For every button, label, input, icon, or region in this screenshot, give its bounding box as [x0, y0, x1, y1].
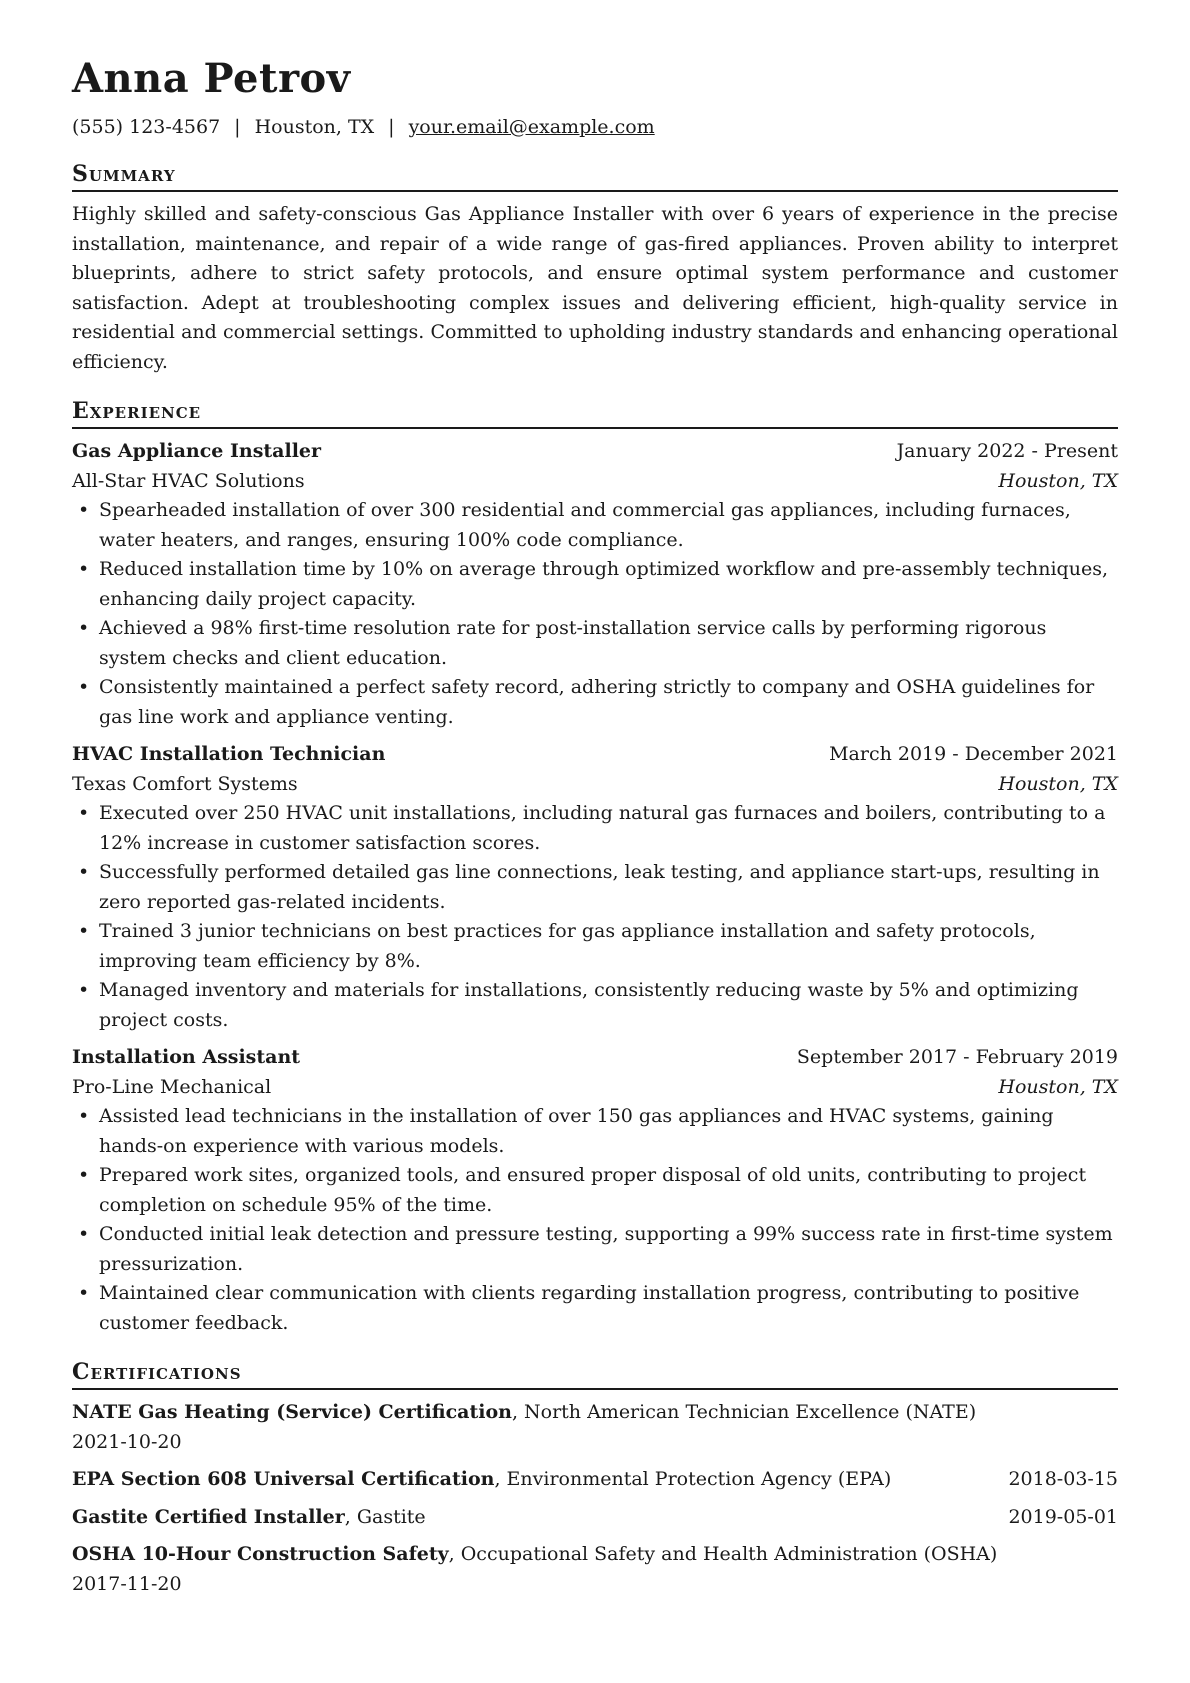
separator: | — [388, 116, 395, 138]
bullet-text: Spearheaded installation of over 300 residential and commercial gas appliances, including furnaces, water heaters, and ranges, ensuring 100% code compliance. — [99, 499, 1071, 551]
job-entry — [72, 740, 1118, 1035]
certification-entry — [72, 1465, 1118, 1495]
bullet-icon: • — [78, 861, 90, 883]
bullet-item — [72, 799, 1118, 858]
contact-line — [72, 114, 1118, 140]
certification-entry — [72, 1503, 1118, 1533]
phone-number: (555) 123-4567 — [72, 116, 221, 138]
certification-date: 2021-10-20 — [72, 1430, 182, 1453]
job-dates: January 2022 - Present — [896, 440, 1118, 462]
certification-issuer: , Environmental Protection Agency (EPA) — [494, 1468, 892, 1490]
bullet-icon: • — [78, 802, 90, 824]
bullet-text: Assisted lead technicians in the installation of over 150 gas appliances and HVAC systems, gaining hands-on experience with various models. — [99, 1105, 1054, 1157]
job-bullets — [72, 496, 1118, 732]
job-location: Houston, TX — [998, 772, 1118, 795]
bullet-icon: • — [78, 920, 90, 942]
certification-issuer: , North American Technician Excellence (NATE) — [511, 1401, 977, 1423]
bullet-text: Successfully performed detailed gas line connections, leak testing, and appliance start-ups, resulting in zero reported gas-related incidents. — [99, 861, 1100, 913]
bullet-item — [72, 673, 1118, 732]
bullet-item — [72, 917, 1118, 976]
certifications-heading: Certifications — [72, 1358, 1118, 1390]
job-title: Installation Assistant — [72, 1046, 301, 1068]
certification-entry — [72, 1540, 1118, 1599]
job-entry — [72, 1043, 1118, 1338]
job-title: HVAC Installation Technician — [72, 743, 386, 765]
bullet-item — [72, 1220, 1118, 1279]
bullet-icon: • — [78, 676, 90, 698]
certification-issuer: , Gastite — [344, 1505, 426, 1528]
bullet-text: Maintained clear communication with clients regarding installation progress, contributing to positive customer feedback. — [99, 1282, 1080, 1334]
bullet-item — [72, 976, 1118, 1035]
job-location: Houston, TX — [998, 469, 1118, 492]
company-name: All-Star HVAC Solutions — [72, 469, 305, 492]
bullet-item — [72, 858, 1118, 917]
bullet-icon: • — [78, 1164, 90, 1186]
bullet-icon: • — [78, 1223, 90, 1245]
job-bullets — [72, 1102, 1118, 1338]
bullet-text: Executed over 250 HVAC unit installations, including natural gas furnaces and boilers, contributing to a 12% increase in customer satisfaction scores. — [99, 802, 1106, 854]
summary-text: Highly skilled and safety-conscious Gas Appliance Installer with over 6 years of experience in the precise installation, maintenance, and repair of a wide range of gas-fired appliances. Proven ability to interpret blueprints, adhere to strict safety protocols, and ensure optimal system performance and customer satisfaction. Adept at troubleshooting complex issues and delivering efficient, high-quality service in residential and commercial settings. Committed to upholding industry standards and enhancing operational efficiency. — [72, 203, 1118, 373]
job-bullets — [72, 799, 1118, 1035]
experience-heading: Experience — [72, 397, 1118, 429]
bullet-item — [72, 614, 1118, 673]
bullet-icon: • — [78, 558, 90, 580]
email-link[interactable]: your.email@example.com — [408, 116, 655, 138]
bullet-item — [72, 1102, 1118, 1161]
summary-heading: Summary — [72, 160, 1118, 192]
location: Houston, TX — [254, 116, 375, 138]
bullet-item — [72, 1161, 1118, 1220]
bullet-item — [72, 1279, 1118, 1338]
job-location: Houston, TX — [998, 1075, 1118, 1098]
bullet-icon: • — [78, 499, 90, 521]
job-dates: March 2019 - December 2021 — [829, 743, 1118, 765]
bullet-icon: • — [78, 979, 90, 1001]
separator: | — [234, 116, 241, 138]
bullet-item — [72, 555, 1118, 614]
certification-issuer: , Occupational Safety and Health Administration (OSHA) — [448, 1543, 998, 1565]
certification-name: EPA Section 608 Universal Certification — [72, 1468, 495, 1490]
bullet-text: Consistently maintained a perfect safety record, adhering strictly to company and OSHA guidelines for gas line work and appliance venting. — [99, 676, 1095, 728]
certification-entry — [72, 1398, 1118, 1457]
bullet-icon: • — [78, 1105, 90, 1127]
company-name: Pro-Line Mechanical — [72, 1075, 272, 1098]
bullet-item — [72, 496, 1118, 555]
certification-name: Gastite Certified Installer — [72, 1505, 345, 1528]
certification-name: NATE Gas Heating (Service) Certification — [72, 1401, 512, 1423]
job-title: Gas Appliance Installer — [72, 440, 322, 462]
job-entry — [72, 437, 1118, 732]
company-name: Texas Comfort Systems — [72, 772, 298, 795]
bullet-text: Prepared work sites, organized tools, and ensured proper disposal of old units, contributing to project completion on schedule 95% of the time. — [99, 1164, 1087, 1216]
certification-date: 2019-05-01 — [1008, 1505, 1118, 1528]
bullet-icon: • — [78, 1282, 90, 1304]
certification-name: OSHA 10-Hour Construction Safety — [72, 1543, 449, 1565]
bullet-text: Trained 3 junior technicians on best practices for gas appliance installation and safety protocols, improving team efficiency by 8%. — [99, 920, 1036, 972]
bullet-icon: • — [78, 617, 90, 639]
bullet-text: Conducted initial leak detection and pressure testing, supporting a 99% success rate in first-time system pressurization. — [99, 1223, 1113, 1275]
certification-date: 2017-11-20 — [72, 1572, 182, 1595]
job-dates: September 2017 - February 2019 — [796, 1046, 1118, 1068]
bullet-text: Achieved a 98% first-time resolution rate for post-installation service calls by performing rigorous system checks and client education. — [99, 617, 1047, 669]
certification-date: 2018-03-15 — [1008, 1468, 1118, 1490]
candidate-name: Anna Petrov — [72, 55, 351, 102]
bullet-text: Reduced installation time by 10% on average through optimized workflow and pre-assembly techniques, enhancing daily project capacity. — [99, 558, 1108, 610]
bullet-text: Managed inventory and materials for installations, consistently reducing waste by 5% and optimizing project costs. — [99, 979, 1079, 1031]
